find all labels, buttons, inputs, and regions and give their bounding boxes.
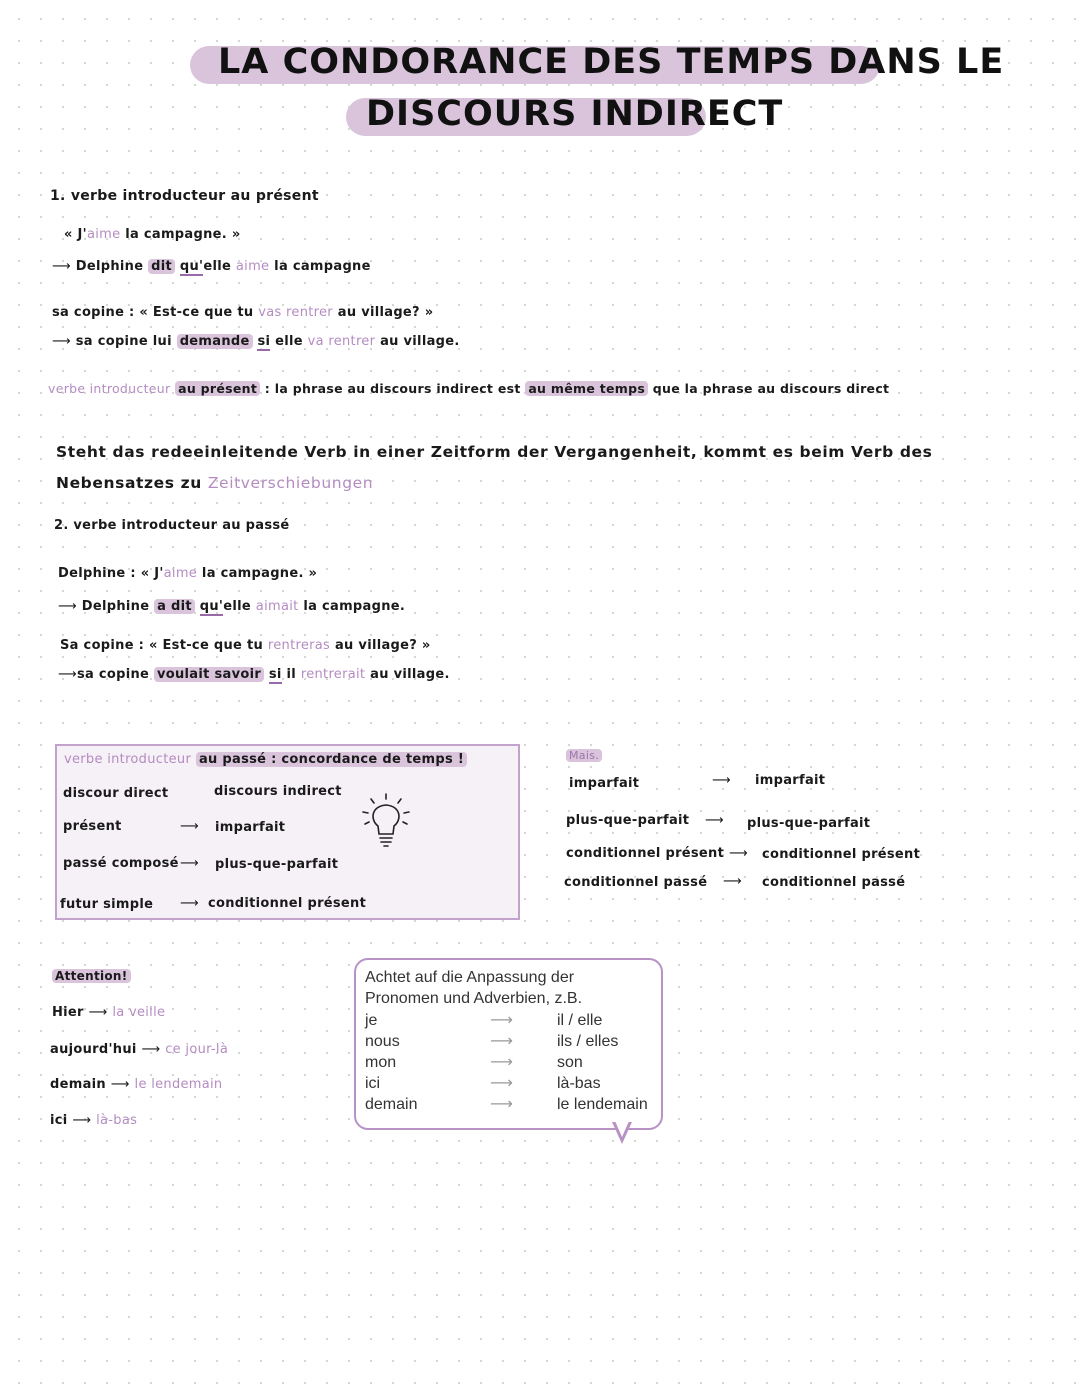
- bubble-line1: Achtet auf die Anpassung der: [365, 969, 575, 986]
- attention-row: Hier ⟶ la veille: [52, 1005, 166, 1020]
- s2-example1: Delphine : « J'aime la campagne. »: [58, 566, 318, 581]
- section1-heading: 1. verbe introducteur au présent: [50, 188, 319, 204]
- attention-row: ici ⟶ là-bas: [50, 1113, 138, 1128]
- bubble-row-arrow: ⟶: [490, 1094, 513, 1113]
- bubble-row-to: ils / elles: [557, 1033, 619, 1050]
- mais-row-from: imparfait: [569, 776, 640, 791]
- box-row-from: futur simple: [60, 897, 154, 912]
- bubble-row-arrow: ⟶: [490, 1052, 513, 1071]
- mais-row-from: plus-que-parfait: [566, 813, 690, 828]
- page-title-line1: LA CONDORANCE DES TEMPS DANS LE: [218, 42, 1005, 82]
- mais-row-to: plus-que-parfait: [747, 816, 871, 831]
- box-row-arrow: ⟶: [180, 856, 199, 871]
- box-row-arrow: ⟶: [180, 896, 199, 911]
- german-note-line2: Nebensatzes zu Zeitverschiebungen: [56, 474, 374, 492]
- bubble-row-from: nous: [365, 1033, 400, 1050]
- mais-row-from: conditionnel présent: [566, 846, 725, 861]
- bubble-row-to: le lendemain: [557, 1096, 648, 1113]
- german-note-line1: Steht das redeeinleitende Verb in einer Zeitform der Vergangenheit, kommt es beim Verb des: [56, 443, 933, 461]
- attention-row: demain ⟶ le lendemain: [50, 1077, 223, 1092]
- mais-row-arrow: ⟶: [723, 874, 742, 889]
- box-col1-header: discour direct: [63, 786, 169, 801]
- s1-example2: sa copine : « Est-ce que tu vas rentrer au village? »: [52, 305, 434, 320]
- mais-row-to: conditionnel passé: [762, 875, 906, 890]
- mais-label: Mais.: [566, 749, 602, 762]
- s2-example2-result: ⟶sa copine voulait savoir si il rentrerait au village.: [58, 667, 450, 682]
- bubble-row-from: je: [365, 1012, 378, 1029]
- box-row-to: conditionnel présent: [208, 896, 367, 911]
- bubble-row-to: là-bas: [557, 1075, 601, 1092]
- s1-example2-result: ⟶ sa copine lui demande si elle va rentrer au village.: [52, 334, 460, 349]
- box-row-to: plus-que-parfait: [215, 857, 339, 872]
- speech-bubble-tail-inner: [615, 1121, 629, 1137]
- attention-label: Attention!: [52, 969, 131, 983]
- page-title-line2: DISCOURS INDIRECT: [366, 94, 784, 134]
- box-row-from: passé composé: [63, 856, 179, 871]
- box-row-to: imparfait: [215, 820, 286, 835]
- section2-heading: 2. verbe introducteur au passé: [54, 518, 290, 533]
- box-title: verbe introducteur au passé : concordance de temps !: [64, 752, 467, 767]
- bubble-row-from: ici: [365, 1075, 381, 1092]
- mais-row-arrow: ⟶: [705, 813, 724, 828]
- s1-example1: « J'aime la campagne. »: [64, 227, 241, 242]
- bubble-row-arrow: ⟶: [490, 1010, 513, 1029]
- bubble-line2: Pronomen und Adverbien, z.B.: [365, 990, 583, 1007]
- s1-rule: verbe introducteur au présent : la phrase au discours indirect est au même temps que la phrase au discours direct: [48, 381, 890, 396]
- lightbulb-icon: [360, 792, 412, 852]
- box-row-from: présent: [63, 819, 122, 834]
- box-row-arrow: ⟶: [180, 819, 199, 834]
- bubble-row-arrow: ⟶: [490, 1031, 513, 1050]
- bubble-row-from: mon: [365, 1054, 397, 1071]
- bubble-row-arrow: ⟶: [490, 1073, 513, 1092]
- s2-example1-result: ⟶ Delphine a dit qu'elle aimait la campagne.: [58, 599, 406, 614]
- mais-row-arrow: ⟶: [729, 846, 748, 861]
- s2-example2: Sa copine : « Est-ce que tu rentreras au village? »: [60, 638, 431, 653]
- bubble-row-to: son: [557, 1054, 583, 1071]
- concordance-box: [55, 744, 520, 920]
- box-col2-header: discours indirect: [214, 784, 342, 799]
- s1-example1-result: ⟶ Delphine dit qu'elle aime la campagne: [52, 259, 371, 274]
- mais-row-from: conditionnel passé: [564, 875, 708, 890]
- bubble-row-to: il / elle: [557, 1012, 603, 1029]
- bubble-row-from: demain: [365, 1096, 418, 1113]
- attention-row: aujourd'hui ⟶ ce jour-là: [50, 1042, 229, 1057]
- mais-row-arrow: ⟶: [712, 773, 731, 788]
- mais-row-to: imparfait: [755, 773, 826, 788]
- mais-row-to: conditionnel présent: [762, 847, 921, 862]
